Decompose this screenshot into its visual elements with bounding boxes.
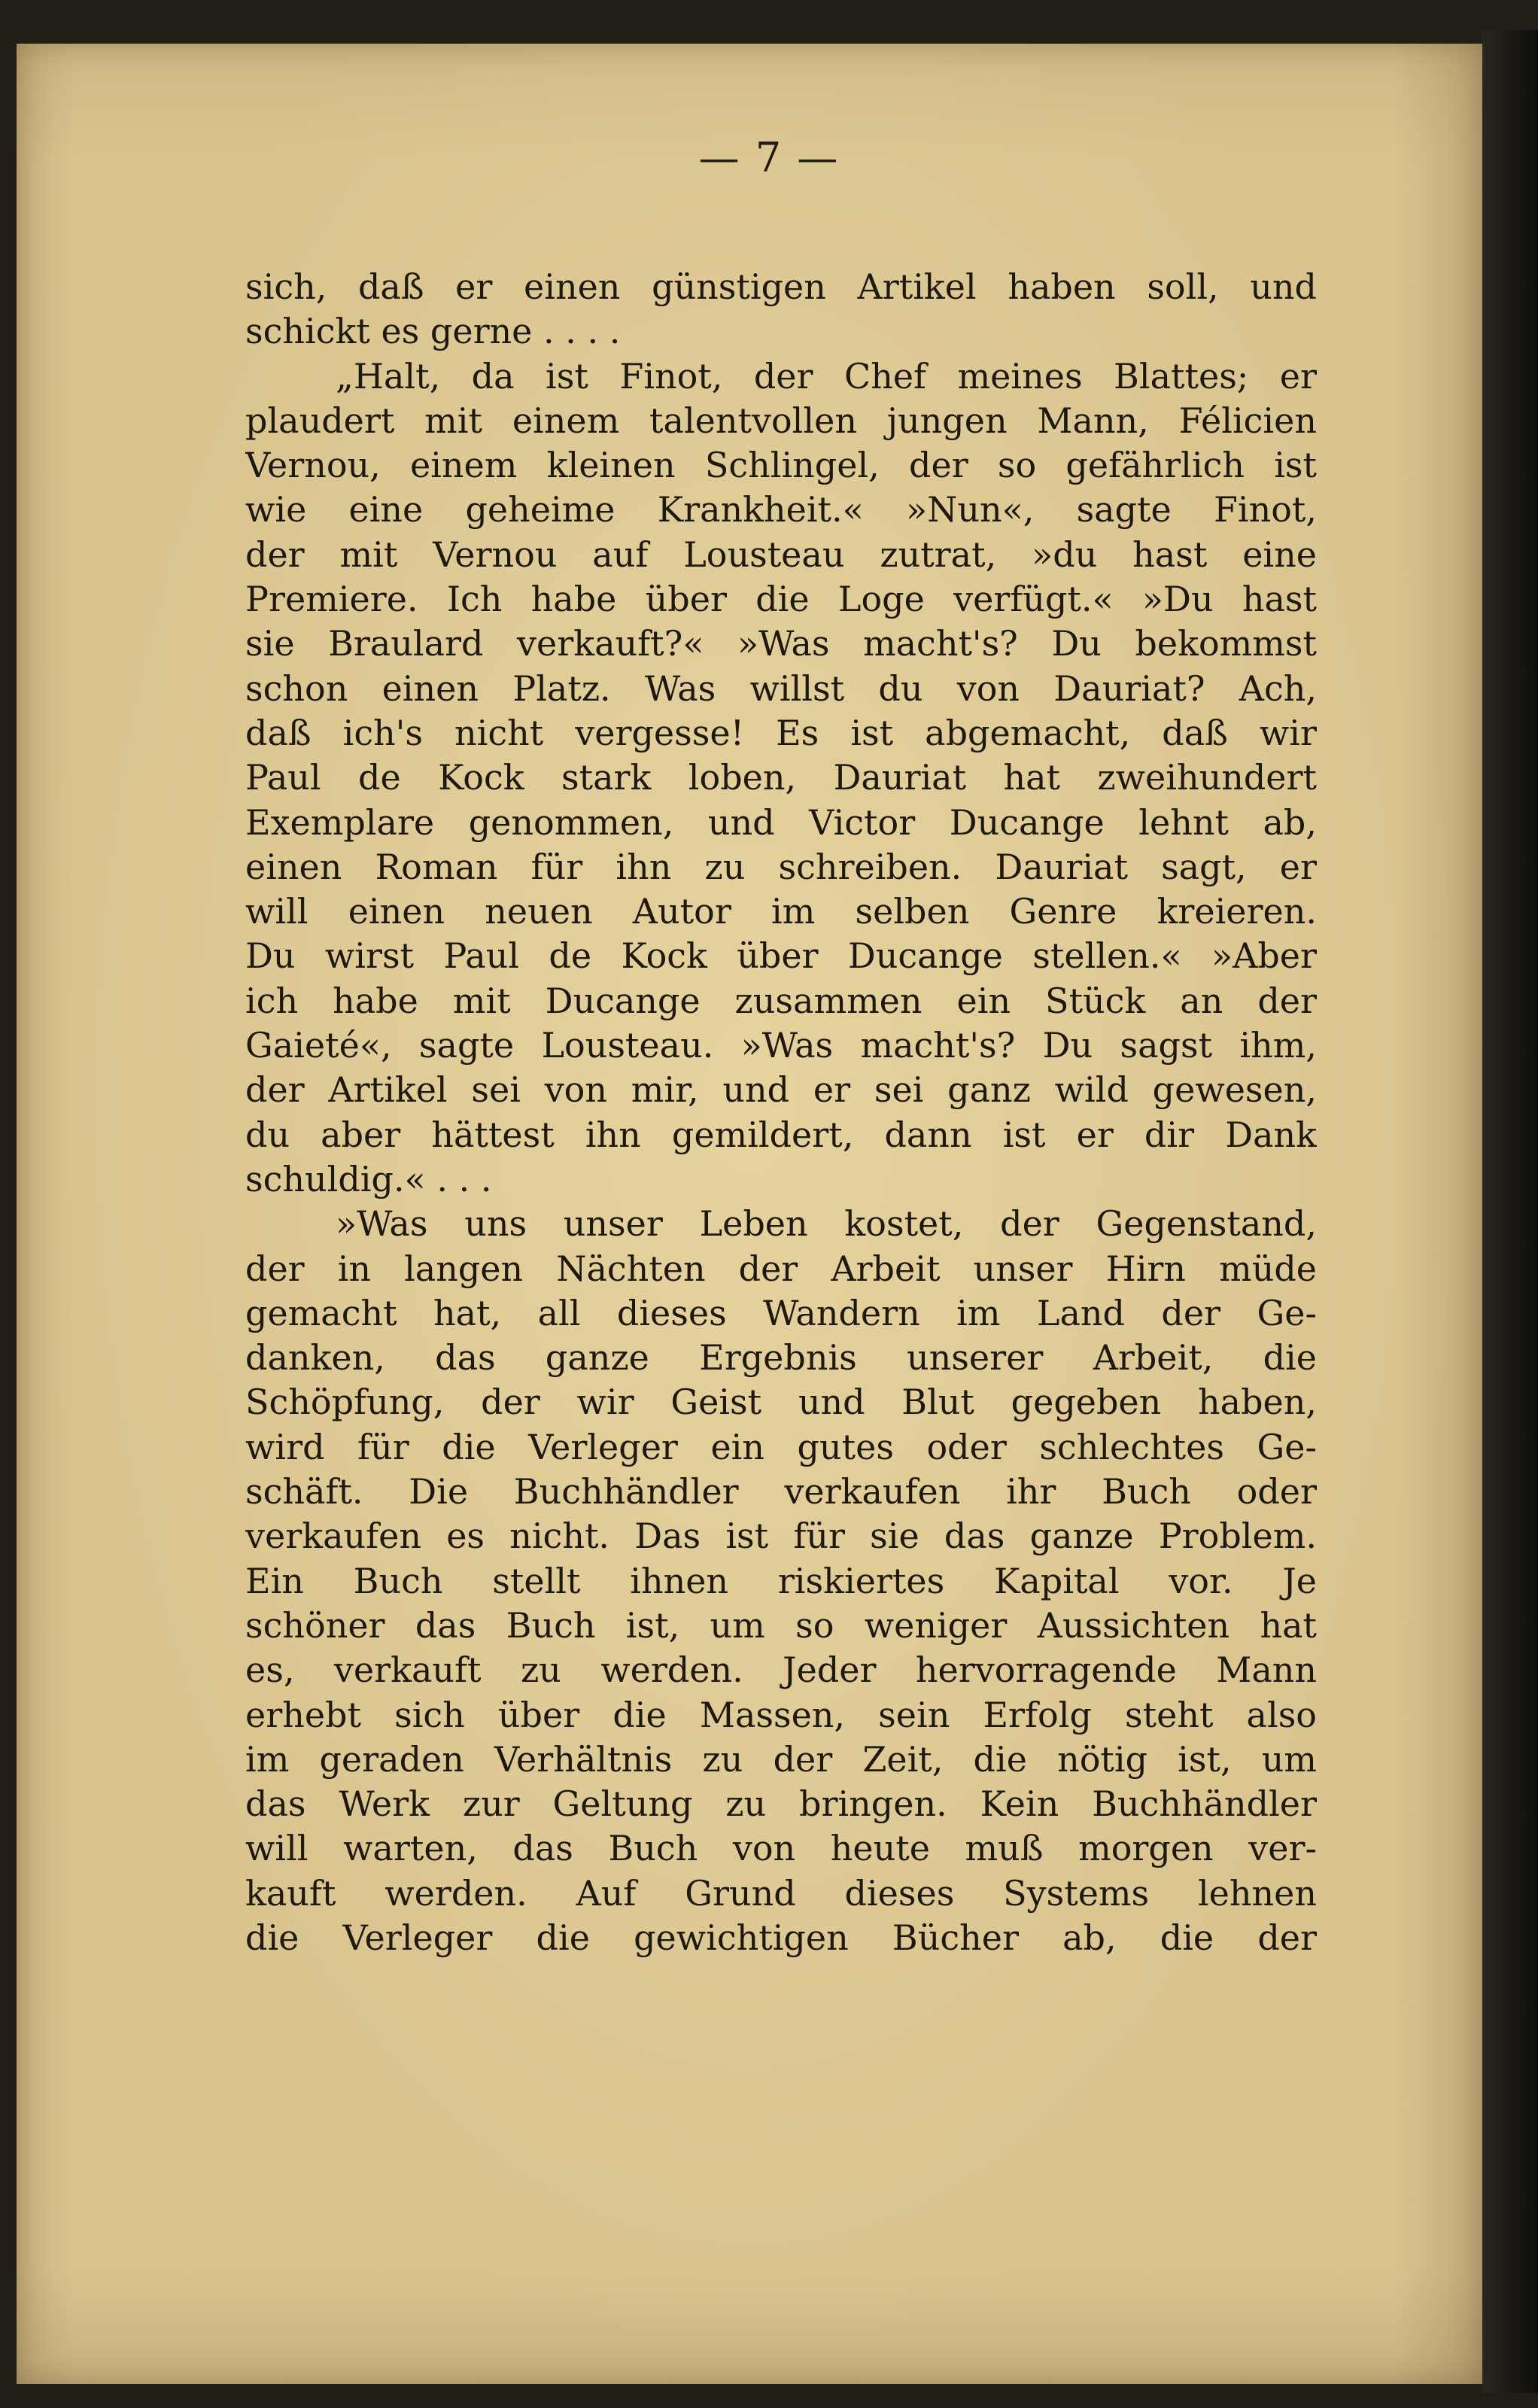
text-line: ich habe mit Ducange zusammen ein Stück an der bbox=[245, 980, 1317, 1021]
text-line: einen Roman für ihn zu schreiben. Dauriat sagt, er bbox=[245, 846, 1317, 887]
text-line: »Was uns unser Leben kostet, der Gegenstand, bbox=[336, 1203, 1317, 1245]
text-line: daß ich's nicht vergesse! Es ist abgemacht, daß wir bbox=[245, 712, 1317, 753]
text-line: will einen neuen Autor im selben Genre kreieren. bbox=[245, 891, 1317, 932]
text-line: plaudert mit einem talentvollen jungen Mann, Félicien bbox=[245, 400, 1317, 441]
text-line: Ein Buch stellt ihnen riskiertes Kapital vor. Je bbox=[245, 1560, 1317, 1601]
text-line: der Artikel sei von mir, und er sei ganz wild gewesen, bbox=[245, 1069, 1317, 1111]
text-line: verkaufen es nicht. Das ist für sie das ganze Problem. bbox=[245, 1516, 1317, 1557]
text-line: gemacht hat, all dieses Wandern im Land der Ge- bbox=[245, 1292, 1317, 1333]
text-line: danken, das ganze Ergebnis unserer Arbeit, die bbox=[245, 1337, 1317, 1379]
book-spine-shadow bbox=[1482, 30, 1538, 2393]
text-line: sie Braulard verkauft?« »Was macht's? Du bekommst bbox=[245, 623, 1317, 664]
text-line: im geraden Verhältnis zu der Zeit, die nötig ist, um bbox=[245, 1738, 1317, 1780]
text-line: die Verleger die gewichtigen Bücher ab, die der bbox=[245, 1917, 1317, 1958]
text-line: Du wirst Paul de Kock über Ducange stellen.« »Aber bbox=[245, 935, 1317, 977]
text-line: sich, daß er einen günstigen Artikel haben soll, und bbox=[245, 266, 1317, 307]
text-line: Gaieté«, sagte Lousteau. »Was macht's? Du sagst ihm, bbox=[245, 1025, 1317, 1066]
text-line: es, verkauft zu werden. Jeder hervorragende Mann bbox=[245, 1649, 1317, 1691]
body-text bbox=[245, 265, 1317, 1960]
text-line: das Werk zur Geltung zu bringen. Kein Buchhändler bbox=[245, 1783, 1317, 1825]
text-line: schickt es gerne . . . . bbox=[245, 311, 621, 352]
text-line: erhebt sich über die Massen, sein Erfolg steht also bbox=[245, 1694, 1317, 1735]
text-line: schäft. Die Buchhändler verkaufen ihr Buch oder bbox=[245, 1471, 1317, 1513]
text-line: Exemplare genommen, und Victor Ducange lehnt ab, bbox=[245, 801, 1317, 843]
page-number: — 7 — bbox=[698, 134, 840, 181]
text-line: du aber hättest ihn gemildert, dann ist er dir Dank bbox=[245, 1114, 1317, 1155]
text-line: der mit Vernou auf Lousteau zutrat, »du hast eine bbox=[245, 534, 1317, 575]
text-line: Premiere. Ich habe über die Loge verfügt.« »Du hast bbox=[245, 579, 1317, 620]
text-line: wie eine geheime Krankheit.« »Nun«, sagte Finot, bbox=[245, 489, 1317, 531]
text-line: Vernou, einem kleinen Schlingel, der so gefährlich ist bbox=[245, 445, 1317, 486]
text-line: schon einen Platz. Was willst du von Dauriat? Ach, bbox=[245, 667, 1317, 709]
text-line: kauft werden. Auf Grund dieses Systems lehnen bbox=[245, 1872, 1317, 1914]
text-line: schuldig.« . . . bbox=[245, 1158, 492, 1199]
text-line: „Halt, da ist Finot, der Chef meines Blattes; er bbox=[336, 355, 1317, 397]
text-line: schöner das Buch ist, um so weniger Aussichten hat bbox=[245, 1604, 1317, 1646]
text-line: Paul de Kock stark loben, Dauriat hat zweihundert bbox=[245, 757, 1317, 798]
text-line: Schöpfung, der wir Geist und Blut gegeben haben, bbox=[245, 1382, 1317, 1423]
bleed-through-text bbox=[301, 2036, 1309, 2073]
text-line: wird für die Verleger ein gutes oder schlechtes Ge- bbox=[245, 1426, 1317, 1467]
text-line: will warten, das Buch von heute muß morgen ver- bbox=[245, 1828, 1317, 1869]
text-line: der in langen Nächten der Arbeit unser Hirn müde bbox=[245, 1248, 1317, 1289]
